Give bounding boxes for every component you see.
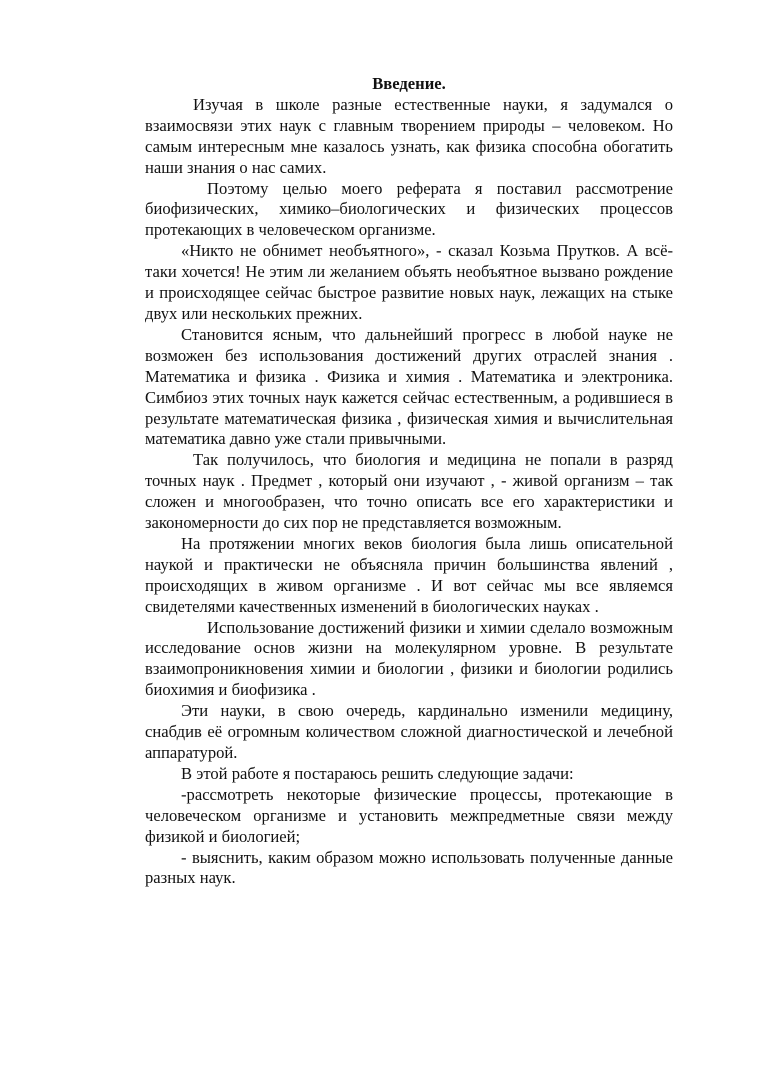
paragraph-physics-chemistry-use: Использование достижений физики и химии сделало возможным исследование основ жизни на молекулярном уровне. В результате взаимопроникновения химии и биологии , физики и биологии родились биохимия и биофизика . <box>145 617 673 700</box>
paragraph-task-2: - выяснить, каким образом можно использовать полученные данные разных наук. <box>145 847 673 888</box>
paragraph-medicine-change: Эти науки, в свою очередь, кардинально изменили медицину, снабдив её огромным количеством сложной диагностической и лечебной аппаратурой. <box>145 701 673 762</box>
document-title: Введение. <box>372 74 446 93</box>
paragraph-biology-medicine: Так получилось, что биология и медицина не попали в разряд точных наук . Предмет , который они изучают , - живой организм – так сложен и многообразен, что точно описать все его характеристики и закономерности до сих пор не представляется возможным. <box>145 450 673 533</box>
paragraph-biology-history: На протяжении многих веков биология была лишь описательной наукой и практически не объясняла причин большинства явлений , происходящих в живом организме . И вот сейчас мы все являемся свидетелями качественных изменений в биологических науках . <box>145 533 673 616</box>
paragraph-progress: Становится ясным, что дальнейший прогресс в любой науке не возможен без использования достижений других отраслей знания . Математика и физика . Физика и химия . Математика и электроника. Симбиоз этих точных наук кажется сейчас естественным, а родившиеся в результате математическая физика , физическая химия и вычислительная математика давно уже стали привычными. <box>145 324 673 449</box>
document-page <box>145 74 673 889</box>
paragraph-goal: Поэтому целью моего реферата я поставил рассмотрение биофизических, химико–биологических и физических процессов протекающих в человеческом организме. <box>145 178 673 240</box>
paragraph-intro: Изучая в школе разные естественные науки, я задумался о взаимосвязи этих наук с главным творением природы – человеком. Но самым интересным мне казалось узнать, как физика способна обогатить наши знания о нас самих. <box>145 94 673 177</box>
paragraph-prutkov-quote: «Никто не обнимет необъятного», - сказал Козьма Прутков. А всё-таки хочется! Не этим ли желанием объять необъятное вызвано рождение и происходящее сейчас быстрое развитие новых наук, лежащих на стыке двух или нескольких прежних. <box>145 241 673 323</box>
paragraph-tasks-intro: В этой работе я постараюсь решить следующие задачи: <box>181 763 574 783</box>
paragraph-task-1: -рассмотреть некоторые физические процессы, протекающие в человеческом организме и установить межпредметные связи между физикой и биологией; <box>145 784 673 846</box>
